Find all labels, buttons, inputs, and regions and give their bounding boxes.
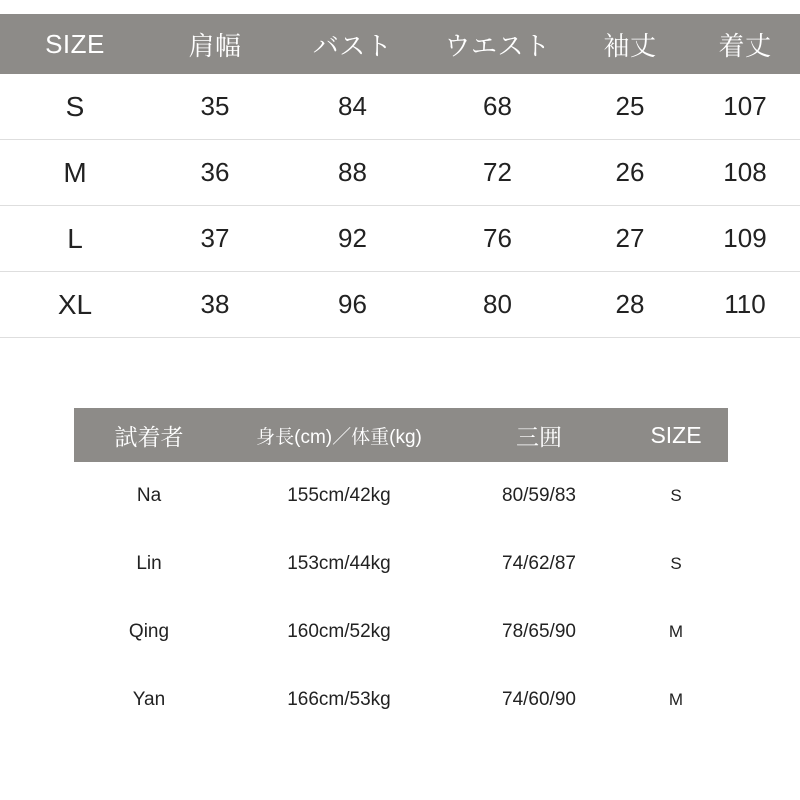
- cell-shoulder: 38: [150, 272, 280, 338]
- table-header-row: [74, 408, 728, 462]
- cell-waist: 76: [425, 206, 570, 272]
- column-header-measurements: 三囲: [516, 423, 562, 450]
- column-header-size: SIZE: [45, 28, 105, 59]
- cell-waist: 68: [425, 74, 570, 140]
- cell-shoulder: 36: [150, 140, 280, 206]
- cell-length: 108: [690, 140, 800, 206]
- table-row: [0, 140, 800, 206]
- cell-size: XL: [0, 272, 150, 338]
- table-row: [74, 530, 728, 598]
- cell-size: M: [0, 140, 150, 206]
- table-row: [0, 206, 800, 272]
- cell-size: L: [0, 206, 150, 272]
- table-row: [0, 272, 800, 338]
- column-header-model-name: 試着者: [114, 423, 184, 450]
- cell-length: 107: [690, 74, 800, 140]
- cell-measurements: 74/60/90: [454, 666, 624, 734]
- cell-sleeve: 26: [570, 140, 690, 206]
- cell-height-weight: 160cm/52kg: [224, 598, 454, 666]
- table-row: [0, 74, 800, 140]
- cell-sleeve: 27: [570, 206, 690, 272]
- cell-height-weight: 153cm/44kg: [224, 530, 454, 598]
- fitting-model-table: [74, 408, 728, 734]
- cell-model-name: Yan: [74, 666, 224, 734]
- cell-shoulder: 35: [150, 74, 280, 140]
- cell-measurements: 78/65/90: [454, 598, 624, 666]
- cell-bust: 96: [280, 272, 425, 338]
- column-header-sleeve: 袖丈: [603, 30, 657, 61]
- column-header-model-size: SIZE: [650, 421, 702, 448]
- cell-length: 109: [690, 206, 800, 272]
- cell-height-weight: 155cm/42kg: [224, 462, 454, 530]
- garment-size-table: [0, 14, 800, 338]
- cell-shoulder: 37: [150, 206, 280, 272]
- column-header-bust: バスト: [312, 30, 393, 61]
- cell-waist: 72: [425, 140, 570, 206]
- cell-measurements: 80/59/83: [454, 462, 624, 530]
- cell-bust: 88: [280, 140, 425, 206]
- column-header-waist: ウエスト: [444, 30, 551, 61]
- cell-waist: 80: [425, 272, 570, 338]
- cell-measurements: 74/62/87: [454, 530, 624, 598]
- cell-model-size: S: [624, 530, 728, 598]
- fitting-model-table-body: [74, 462, 728, 734]
- cell-model-name: Lin: [74, 530, 224, 598]
- cell-model-size: S: [624, 462, 728, 530]
- cell-sleeve: 25: [570, 74, 690, 140]
- column-header-length: 着丈: [718, 30, 772, 61]
- cell-model-name: Qing: [74, 598, 224, 666]
- cell-length: 110: [690, 272, 800, 338]
- garment-size-table-header: [0, 14, 800, 74]
- cell-model-size: M: [624, 666, 728, 734]
- column-header-shoulder: 肩幅: [188, 30, 242, 61]
- cell-model-size: M: [624, 598, 728, 666]
- table-row: [74, 462, 728, 530]
- cell-sleeve: 28: [570, 272, 690, 338]
- table-row: [74, 666, 728, 734]
- column-header-height-weight: 身長(cm)／体重(kg): [256, 426, 422, 448]
- cell-height-weight: 166cm/53kg: [224, 666, 454, 734]
- cell-model-name: Na: [74, 462, 224, 530]
- garment-size-table-body: [0, 74, 800, 338]
- table-row: [74, 598, 728, 666]
- fitting-model-table-header: [74, 408, 728, 462]
- table-header-row: [0, 14, 800, 74]
- cell-bust: 84: [280, 74, 425, 140]
- cell-size: S: [0, 74, 150, 140]
- cell-bust: 92: [280, 206, 425, 272]
